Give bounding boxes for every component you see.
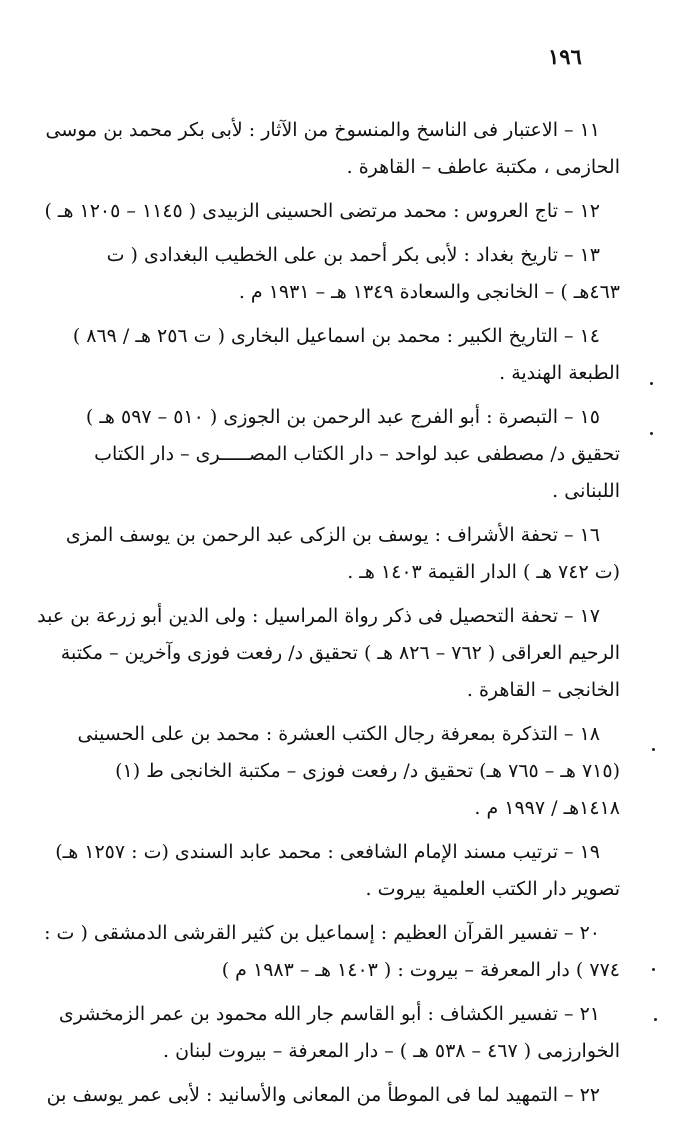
margin-dot <box>650 432 653 435</box>
entry-line: (ت ٧٤٢ هـ ) الدار القيمة ١٤٠٣ هـ . <box>347 561 620 583</box>
bibliography-entry <box>60 996 620 1070</box>
entry-line: تصوير دار الكتب العلمية بيروت . <box>365 878 620 900</box>
entry-line: ١٦ – تحفة الأشراف : يوسف بن الزكى عبد الرحمن بن يوسف المزى <box>65 524 600 546</box>
entry-line: ١٧ – تحفة التحصيل فى ذكر رواة المراسيل : ولى الدين أبو زرعة بن عبد <box>37 605 600 627</box>
entry-line: الخوارزمى ( ٤٦٧ – ٥٣٨ هـ ) – دار المعرفة – بيروت لبنان . <box>163 1040 620 1062</box>
bibliography-entry <box>46 1077 620 1114</box>
page-number: ١٩٦ <box>548 44 582 69</box>
entry-line: ٢٠ – تفسير القرآن العظيم : إسماعيل بن كثير القرشى الدمشقى ( ت : <box>44 922 600 944</box>
margin-dot <box>654 1018 657 1021</box>
entry-line: ١١ – الاعتبار فى الناسخ والمنسوخ من الآثار : لأبى بكر محمد بن موسى <box>45 119 600 141</box>
entry-line: ٢١ – تفسير الكشاف : أبو القاسم جار الله محمود بن عمر الزمخشرى <box>58 1003 600 1025</box>
margin-dot <box>652 968 655 971</box>
entry-line: الحازمى ، مكتبة عاطف – القاهرة . <box>346 156 620 178</box>
entry-line: الطبعة الهندية . <box>499 362 620 384</box>
bibliography-list <box>37 112 620 1121</box>
entry-line: الخانجى – القاهرة . <box>466 679 620 701</box>
entry-line: ٧٧٤ ) دار المعرفة – بيروت : ( ١٤٠٣ هـ – ١٩٨٣ م ) <box>221 959 620 981</box>
bibliography-entry <box>55 834 620 908</box>
entry-line: ١٤١٨هـ / ١٩٩٧ م . <box>474 797 620 819</box>
bibliography-entry <box>60 237 620 311</box>
entry-line: اللبنانى . <box>552 480 620 502</box>
bibliography-entry <box>45 112 620 186</box>
entry-line: ١٨ – التذكرة بمعرفة رجال الكتب العشرة : محمد بن على الحسينى <box>77 723 600 745</box>
entry-line: الرحيم العراقى ( ٧٦٢ – ٨٢٦ هـ ) تحقيق د/ رفعت فوزى وآخرين – مكتبة <box>60 642 620 664</box>
entry-line: ١٤ – التاريخ الكبير : محمد بن اسماعيل البخارى ( ت ٢٥٦ هـ / ٨٦٩ ) <box>72 325 600 347</box>
entry-line: (٧١٥ هـ – ٧٦٥ هـ) تحقيق د/ رفعت فوزى – مكتبة الخانجى ط (١) <box>115 760 620 782</box>
bibliography-entry <box>60 517 620 591</box>
bibliography-entry <box>60 399 620 510</box>
entry-line: ١٩ – ترتيب مسند الإمام الشافعى : محمد عابد السندى (ت : ١٢٥٧ هـ) <box>55 841 600 863</box>
bibliography-entry <box>37 598 620 709</box>
entry-line: ٢٢ – التمهيد لما فى الموطأ من المعانى والأسانيد : لأبى عمر يوسف بن <box>46 1084 600 1106</box>
bibliography-entry <box>60 716 620 827</box>
bibliography-entry <box>60 318 620 392</box>
entry-line: تحقيق د/ مصطفى عبد لواحد – دار الكتاب المصـــــرى – دار الكتاب <box>94 443 620 465</box>
margin-dot <box>652 748 655 751</box>
entry-line: ١٢ – تاج العروس : محمد مرتضى الحسينى الزبيدى ( ١١٤٥ – ١٢٠٥ هـ ) <box>44 200 600 222</box>
entry-line: ١٥ – التبصرة : أبو الفرج عبد الرحمن بن الجوزى ( ٥١٠ – ٥٩٧ هـ ) <box>85 406 600 428</box>
bibliography-entry <box>44 193 620 230</box>
bibliography-entry <box>44 915 620 989</box>
margin-dot <box>650 382 653 385</box>
entry-line: ٤٦٣هـ ) – الخانجى والسعادة ١٣٤٩ هـ – ١٩٣١ م . <box>238 281 620 303</box>
entry-line: ١٣ – تاريخ بغداد : لأبى بكر أحمد بن على الخطيب البغدادى ( ت <box>106 244 600 266</box>
